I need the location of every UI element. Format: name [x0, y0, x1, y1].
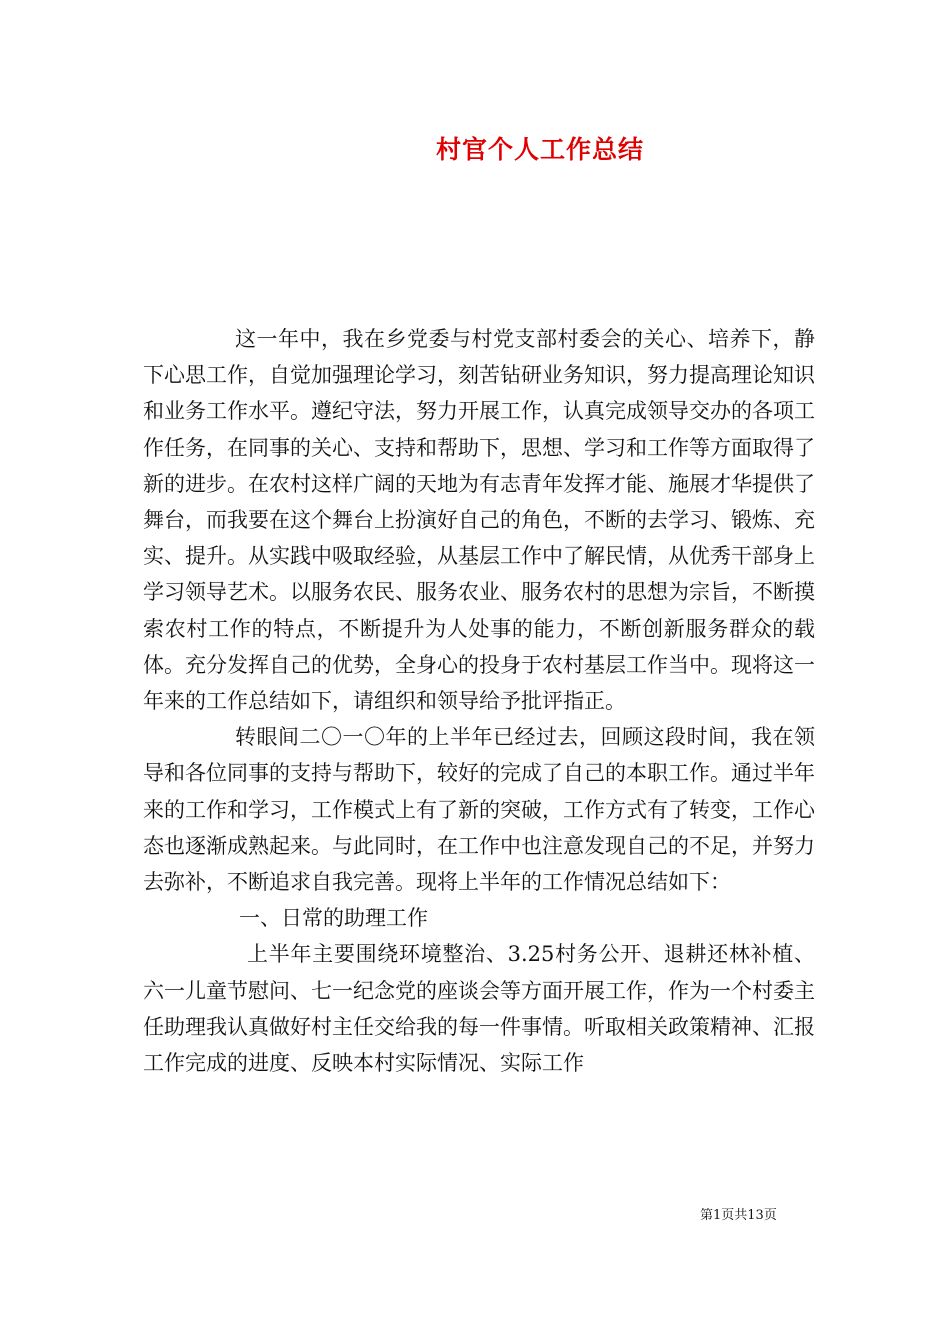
- document-body: [143, 321, 815, 1081]
- section-heading-daily-work: 一、日常的助理工作: [239, 906, 428, 931]
- paragraph-daily-work: 上半年主要围绕环境整治、3.25村务公开、退耕还林补植、六一儿童节慰问、七一纪念党的座谈会等方面开展工作，作为一个村委主任助理我认真做好村主任交给我的每一件事情。听取相关政策精神、汇报工作完成的进度、反映本村实际情况、实际工作: [143, 942, 815, 1076]
- paragraph-review: 转眼间二〇一〇年的上半年已经过去，回顾这段时间，我在领导和各位同事的支持与帮助下，较好的完成了自己的本职工作。通过半年来的工作和学习，工作模式上有了新的突破，工作方式有了转变，工作心态也逐渐成熟起来。与此同时，在工作中也注意发现自己的不足，并努力去弥补，不断追求自我完善。现将上半年的工作情况总结如下：: [143, 725, 815, 895]
- page-number-footer: 第1页共13页: [700, 1208, 777, 1223]
- document-title: 村官个人工作总结: [435, 135, 644, 164]
- paragraph-intro: 这一年中，我在乡党委与村党支部村委会的关心、培养下，静下心思工作，自觉加强理论学习，刻苦钻研业务知识，努力提高理论知识和业务工作水平。遵纪守法，努力开展工作，认真完成领导交办的各项工作任务，在同事的关心、支持和帮助下，思想、学习和工作等方面取得了新的进步。在农村这样广阔的天地为有志青年发挥才能、施展才华提供了舞台，而我要在这个舞台上扮演好自己的角色，不断的去学习、锻炼、充实、提升。从实践中吸取经验，从基层工作中了解民情，从优秀干部身上学习领导艺术。以服务农民、服务农业、服务农村的思想为宗旨，不断摸索农村工作的特点，不断提升为人处事的能力，不断创新服务群众的载体。充分发挥自己的优势，全身心的投身于农村基层工作当中。现将这一年来的工作总结如下，请组织和领导给予批评指正。: [143, 327, 815, 714]
